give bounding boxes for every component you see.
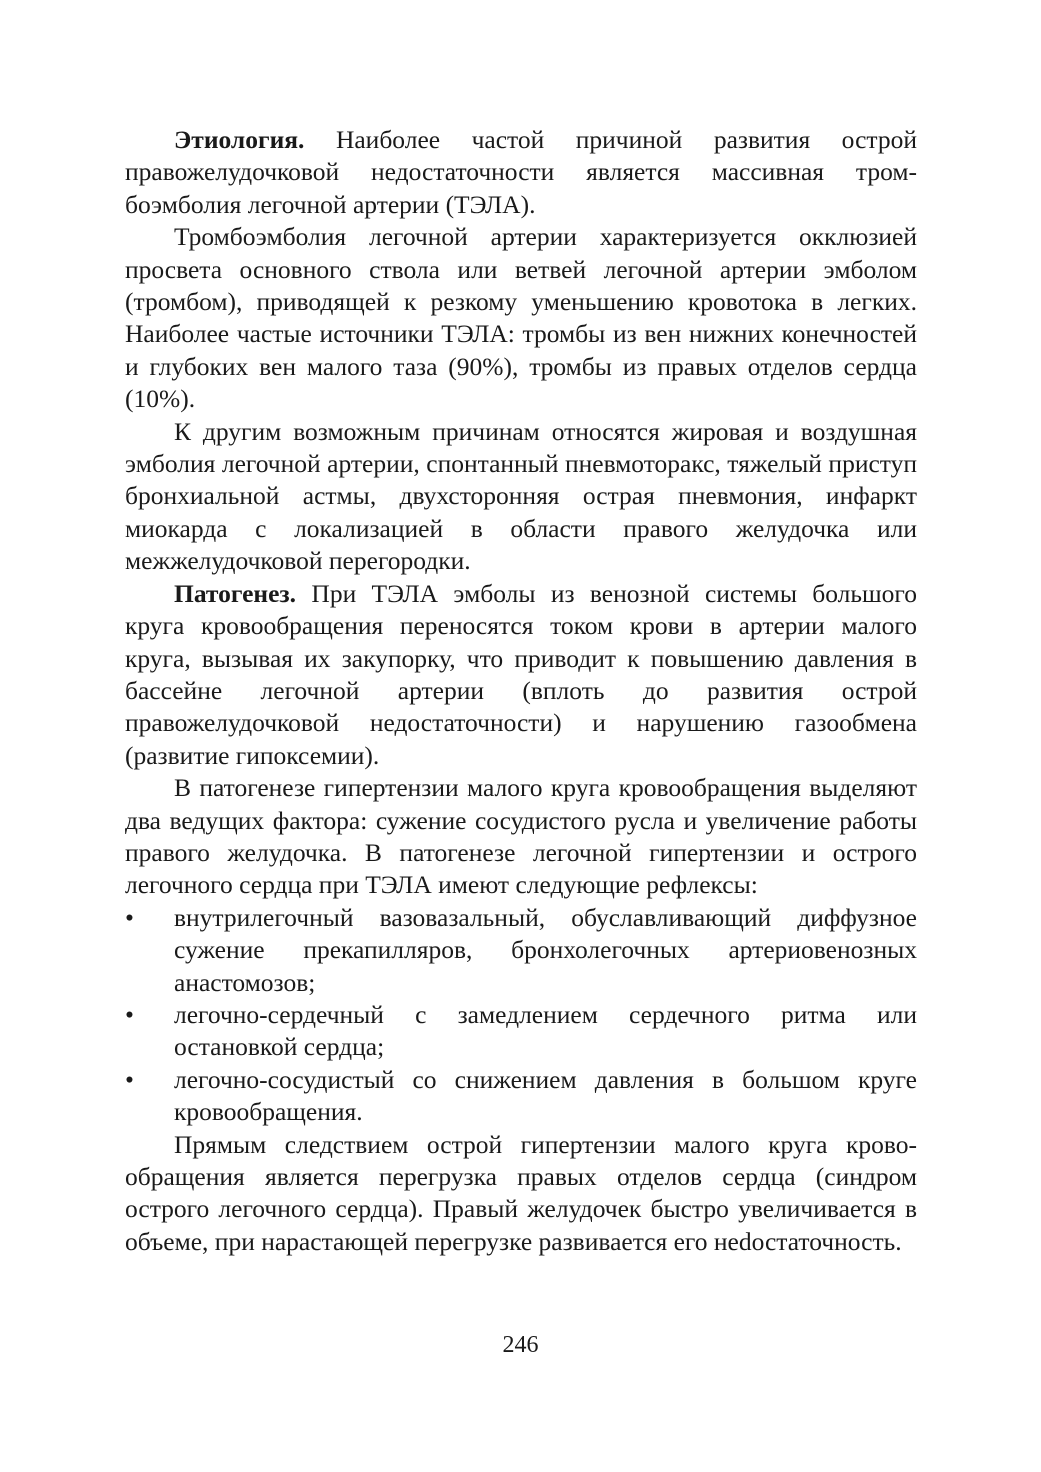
list-item (125, 1064, 917, 1129)
page-number: 246 (502, 1332, 539, 1358)
bullet-icon: • (125, 999, 134, 1029)
paragraph-other-causes (125, 416, 917, 578)
heading-pathogenesis: Патогенез. (174, 578, 297, 608)
paragraph-text: В патогенезе гипертензии малого круга кровообращения выделяют два ведущих фактора: сужение сосудистого русла и увеличение работы правого желудочка. В патогенезе легочной гипертензии и острого легочного сердца при ТЭЛА имеют следующие рефлексы: (125, 773, 917, 900)
paragraph-etiology (125, 124, 917, 221)
body-text (125, 124, 917, 1258)
list-item (125, 999, 917, 1064)
paragraph-pathogenesis (125, 578, 917, 772)
bullet-icon: • (125, 902, 134, 932)
paragraph-text: При ТЭЛА эмболы из венозной системы большого круга кровообращения переносятся током крови в артерии малого круга, вызывая их закупорку, что приводит к повышению давления в бассейне легочной артерии (вплоть до развития острой правожелудочковой недостаточности) и нарушению газообмена (развитие гипоксемии). (125, 578, 917, 770)
list-item-text: внутрилегочный вазовазальный, обуславливающий диффузное сужение прекапилляров, бронхолегочных артериовенозных анастомозов; (174, 902, 917, 997)
heading-etiology: Этиология. (174, 125, 305, 154)
paragraph-text: К другим возможным причинам относятся жировая и воздушная эмболия легочной артерии, спонтанный пневмоторакс, тяжелый приступ бронхиальной астмы, двухсторонняя острая пневмония, инфаркт миокарда с локализацией в области правого желудочка или межжелудочковой перегородки. (125, 416, 917, 576)
list-item-text: легочно-сосудистый со снижением давления в большом круге кровообращения. (174, 1064, 917, 1127)
paragraph-text: Прямым следствием острой гипертензии малого круга кровообращения является перегрузка правых отделов сердца (синдром острого легочного сердца). Правый желудочек быстро увеличивается в объеме, при нарастающей перегрузке развивается его неdостаточность. (125, 1129, 917, 1256)
paragraph-text: Наиболее частой причиной развития острой правожелудочковой недостаточности является массивная тромбоэмболия легочной артерии (ТЭЛА). (125, 125, 917, 219)
list-item-text: легочно-сердечный с замедлением сердечного ритма или остановкой сердца; (174, 999, 917, 1062)
reflex-list (125, 902, 917, 1129)
paragraph-hypertension-factors (125, 772, 917, 902)
bullet-icon: • (125, 1064, 134, 1094)
paragraph-thromboembolism (125, 221, 917, 415)
paragraph-text: Тромбоэмболия легочной артерии характеризуется окклюзией просвета основного ствола или ветвей легочной артерии эмболом (тромбом), приводящей к резкому уменьшению кровотока в легких. Наиболее частые источники ТЭЛА: тромбы из вен нижних конечностей и глубоких вен малого таза (90%), тромбы из правых отделов сердца (10%). (125, 222, 917, 414)
list-item (125, 902, 917, 999)
paragraph-consequence (125, 1129, 917, 1259)
